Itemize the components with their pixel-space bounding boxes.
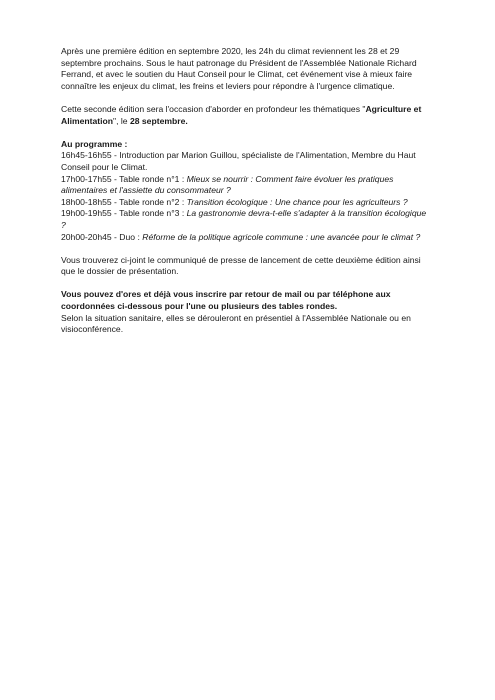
theme-middle: ", le bbox=[113, 115, 130, 126]
programme-item-time: 17h00-17h55 - Table ronde n°1 : bbox=[61, 173, 187, 184]
programme-item-title: Transition écologique : Une chance pour les agriculteurs ? bbox=[186, 196, 408, 207]
theme-paragraph bbox=[61, 104, 433, 127]
registration-note: Selon la situation sanitaire, elles se dérouleront en présentiel à l'Assemblée Nationale ou en visioconférence. bbox=[61, 312, 411, 335]
programme-item-title: Réforme de la politique agricole commune : une avancée pour le climat ? bbox=[142, 231, 421, 242]
spacer bbox=[61, 278, 433, 290]
spacer bbox=[61, 92, 433, 104]
programme-item bbox=[61, 208, 433, 231]
programme-item bbox=[61, 150, 433, 173]
theme-date: 28 septembre. bbox=[129, 115, 188, 126]
programme-item-time: 19h00-19h55 - Table ronde n°3 : bbox=[61, 208, 187, 219]
document-body bbox=[61, 46, 433, 336]
programme-item-title: La gastronomie devra-t-elle s'adapter à la transition écologique ? bbox=[61, 208, 427, 230]
registration-bold: Vous pouvez d'ores et déjà vous inscrire par retour de mail ou par téléphone aux coordonnées ci-dessous pour l'une ou plusieurs des tables rondes. bbox=[61, 289, 391, 312]
theme-bold: Agriculture et Alimentation bbox=[61, 103, 422, 126]
intro-paragraph: Après une première édition en septembre 2020, les 24h du climat reviennent les 28 et 29 septembre prochains. Sous le haut patronage du Président de l'Assemblée Nationale Richard Ferrand, et avec le soutien du Haut Conseil pour le Climat, cet événement vise à mieux faire connaître les enjeux du climat, les freins et leviers pour répondre à l'urgence climatique. bbox=[61, 46, 417, 91]
spacer bbox=[61, 243, 433, 255]
programme-item-time: 16h45-16h55 - Introduction par Marion Guillou, spécialiste de l'Alimentation, Membre du Haut Conseil pour le Climat. bbox=[61, 150, 416, 172]
programme-item-title: Mieux se nourrir : Comment faire évoluer les pratiques alimentaires et l'assiette du consommateur ? bbox=[61, 173, 394, 196]
programme-heading: Au programme : bbox=[61, 138, 128, 149]
theme-prefix: Cette seconde édition sera l'occasion d'aborder en profondeur les thématiques " bbox=[61, 103, 366, 114]
programme-item bbox=[61, 197, 433, 209]
programme-item-time: 18h00-18h55 - Table ronde n°2 : bbox=[61, 196, 187, 207]
programme-item-time: 20h00-20h45 - Duo : bbox=[61, 231, 143, 242]
attachment-paragraph: Vous trouverez ci-joint le communiqué de presse de lancement de cette deuxième édition ainsi que le dossier de présentation. bbox=[61, 254, 421, 277]
spacer bbox=[61, 127, 433, 139]
programme-item bbox=[61, 232, 433, 244]
programme-item bbox=[61, 174, 433, 197]
